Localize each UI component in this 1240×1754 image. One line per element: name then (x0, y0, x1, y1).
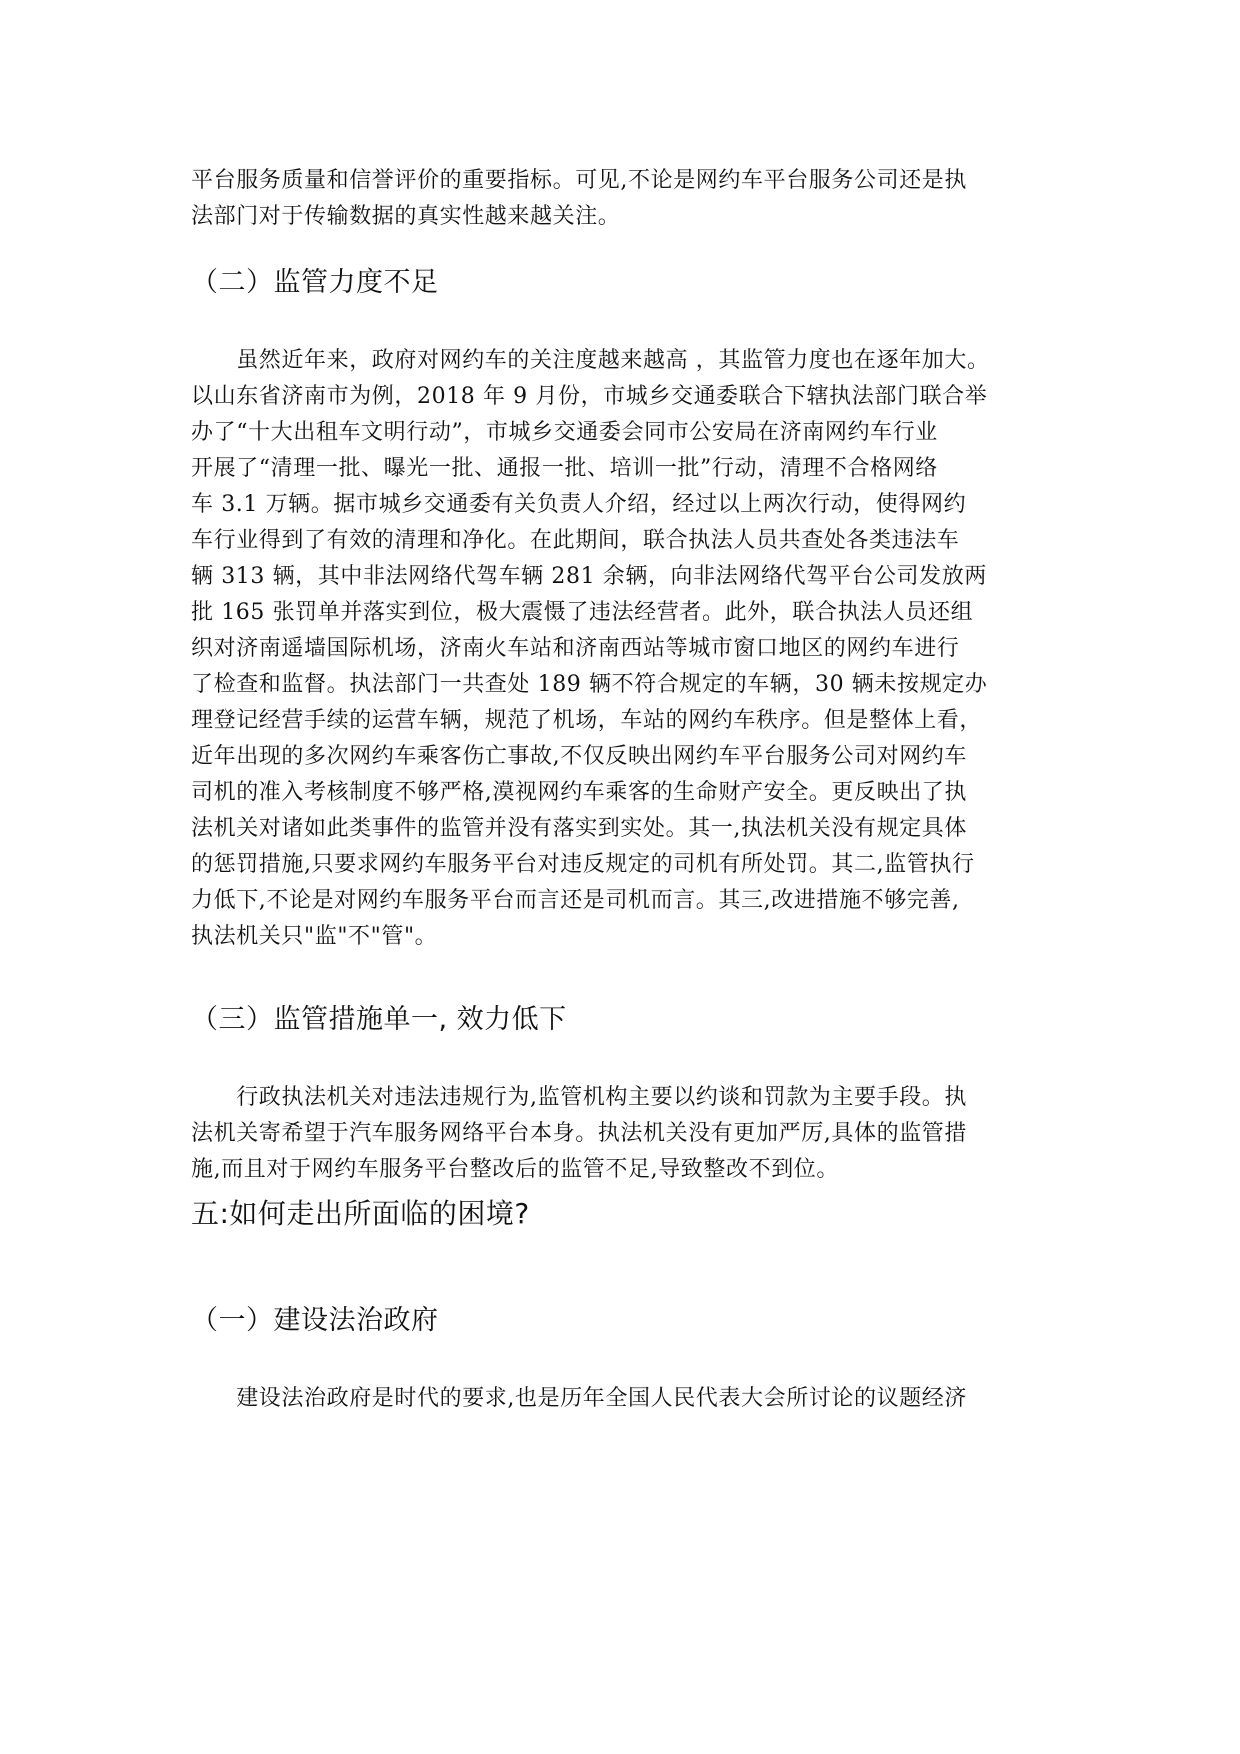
paragraph-line: 车行业得到了有效的清理和净化。在此期间，联合执法人员共查处各类违法车 (191, 528, 960, 553)
paragraph-line: 施,而且对于网约车服务平台整改后的监管不足,导致整改不到位。 (191, 1157, 839, 1182)
paragraph-line: 平台服务质量和信誉评价的重要指标。可见,不论是网约车平台服务公司还是执 (191, 168, 967, 193)
paragraph-line: 车 3.1 万辆。据市城乡交通委有关负责人介绍，经过以上两次行动，使得网约 (191, 492, 967, 517)
paragraph-line: 的惩罚措施,只要求网约车服务平台对违反规定的司机有所处罚。其二,监管执行 (191, 852, 975, 877)
paragraph-line: 法部门对于传输数据的真实性越来越关注。 (191, 204, 621, 229)
subsection-heading-supervision-insufficient: （二）监管力度不足 (191, 267, 439, 298)
paragraph-line: 法机关寄希望于汽车服务网络平台本身。执法机关没有更加严厉,具体的监管措 (191, 1121, 967, 1146)
paragraph-line: 执法机关只"监"不"管"。 (191, 924, 438, 949)
paragraph-line: 司机的准入考核制度不够严格,漠视网约车乘客的生命财产安全。更反映出了执 (191, 780, 967, 805)
subsection-heading-single-measures: （三）监管措施单一, 效力低下 (191, 1004, 567, 1035)
paragraph-line: 行政执法机关对违法违规行为,监管机构主要以约谈和罚款为主要手段。执 (191, 1085, 967, 1110)
paragraph-line: 法机关对诸如此类事件的监管并没有落实到实处。其一,执法机关没有规定具体 (191, 816, 967, 841)
paragraph-line: 理登记经营手续的运营车辆，规范了机场，车站的网约车秩序。但是整体上看， (191, 708, 983, 733)
paragraph-line: 批 165 张罚单并落实到位，极大震慑了违法经营者。此外，联合执法人员还组 (191, 600, 974, 625)
section-heading-five: 五:如何走出所面临的困境? (191, 1197, 530, 1230)
paragraph-line: 辆 313 辆，其中非法网络代驾车辆 281 余辆，向非法网络代驾平台公司发放两 (191, 564, 987, 589)
subsection-heading-rule-of-law-government: （一）建设法治政府 (191, 1305, 439, 1336)
paragraph-line: 办了“十大出租车文明行动”，市城乡交通委会同市公安局在济南网约车行业 (191, 420, 938, 445)
paragraph-supervision-insufficient (191, 343, 1051, 955)
paragraph-line: 以山东省济南市为例，2018 年 9 月份，市城乡交通委联合下辖执法部门联合举 (191, 384, 988, 409)
paragraph-line: 了检查和监督。执法部门一共查处 189 辆不符合规定的车辆，30 辆未按规定办 (191, 672, 988, 697)
paragraph-rule-of-law-government (191, 1381, 1051, 1417)
paragraph-line: 开展了“清理一批、曝光一批、通报一批、培训一批”行动，清理不合格网络 (191, 456, 938, 481)
paragraph-line: 力低下,不论是对网约车服务平台而言还是司机而言。其三,改进措施不够完善, (191, 888, 960, 913)
paragraph-line: 近年出现的多次网约车乘客伤亡事故,不仅反映出网约车平台服务公司对网约车 (191, 744, 967, 769)
paragraph-line: 织对济南遥墙国际机场，济南火车站和济南西站等城市窗口地区的网约车进行 (191, 636, 960, 661)
intro-paragraph (191, 163, 1051, 235)
paragraph-line: 建设法治政府是时代的要求,也是历年全国人民代表大会所讨论的议题经济 (191, 1386, 967, 1411)
paragraph-single-measures (191, 1080, 1051, 1188)
paragraph-line: 虽然近年来，政府对网约车的关注度越来越高 ，其监管力度也在逐年加大。 (191, 348, 990, 373)
